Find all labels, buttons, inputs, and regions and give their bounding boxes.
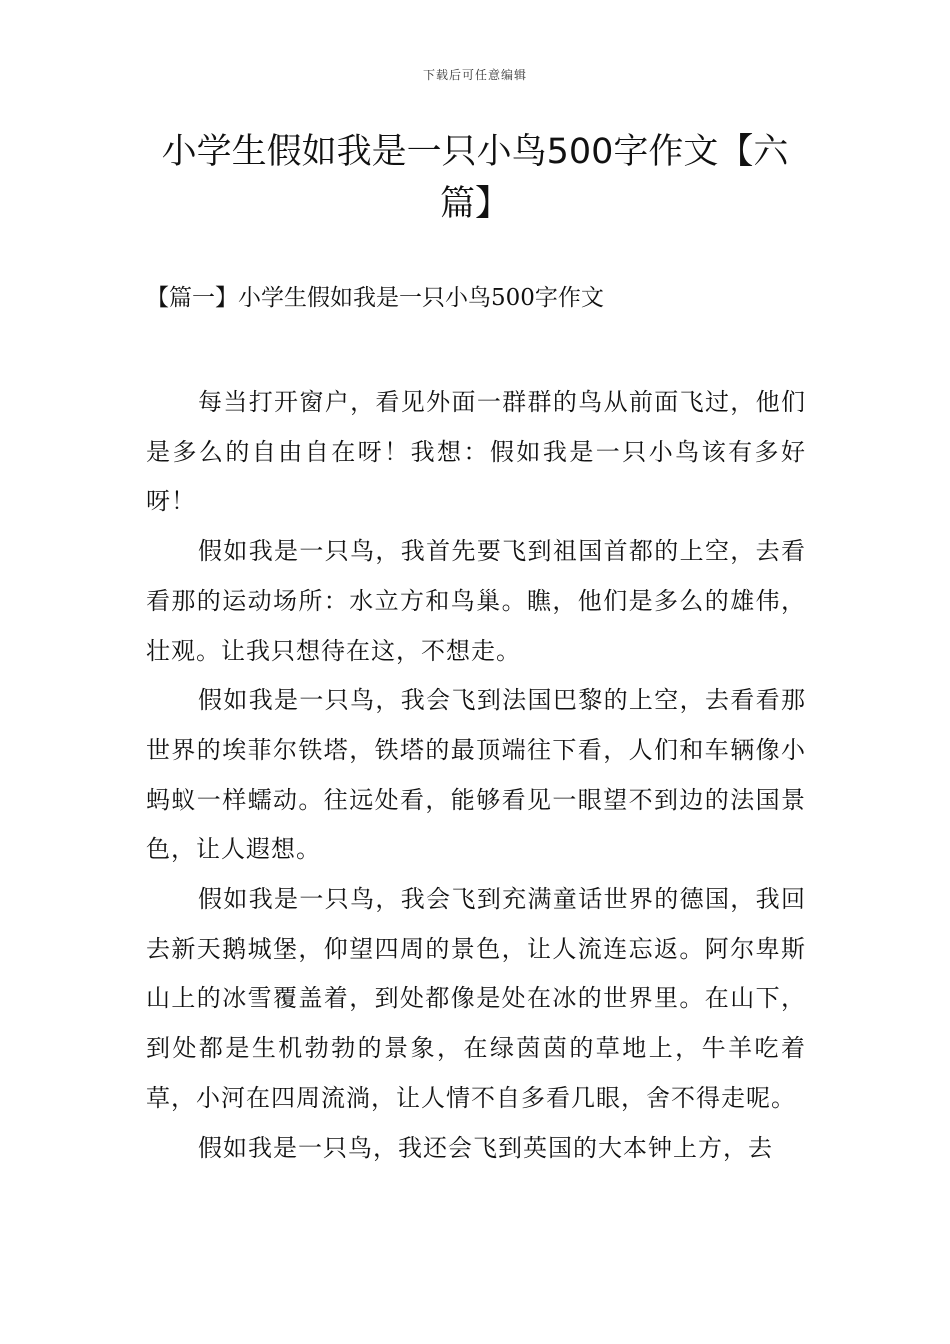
paragraph: 假如我是一只鸟，我首先要飞到祖国首都的上空，去看看那的运动场所：水立方和鸟巢。瞧，他们是多么的雄伟，壮观。让我只想待在这，不想走。 bbox=[146, 537, 806, 665]
essay-body bbox=[146, 378, 806, 1173]
paragraph: 每当打开窗户，看见外面一群群的鸟从前面飞过，他们是多么的自由自在呀！我想：假如我是一只小鸟该有多好呀！ bbox=[146, 388, 806, 516]
paragraph: 假如我是一只鸟，我会飞到充满童话世界的德国，我回去新天鹅城堡，仰望四周的景色，让人流连忘返。阿尔卑斯山上的冰雪覆盖着，到处都像是处在冰的世界里。在山下，到处都是生机勃勃的景象，在绿茵茵的草地上，牛羊吃着草，小河在四周流淌，让人情不自多看几眼，舍不得走呢。 bbox=[146, 885, 806, 1112]
section-heading: 【篇一】小学生假如我是一只小鸟500字作文 bbox=[146, 285, 604, 311]
header-note: 下载后可任意编辑 bbox=[422, 68, 527, 82]
paragraph: 假如我是一只鸟，我还会飞到英国的大本钟上方，去 bbox=[198, 1133, 773, 1162]
paragraph: 假如我是一只鸟，我会飞到法国巴黎的上空，去看看那世界的埃菲尔铁塔，铁塔的最顶端往下看，人们和车辆像小蚂蚁一样蠕动。往远处看，能够看见一眼望不到边的法国景色，让人遐想。 bbox=[146, 686, 806, 864]
document-title: 小学生假如我是一只小鸟500字作文【六篇】 bbox=[161, 132, 789, 224]
